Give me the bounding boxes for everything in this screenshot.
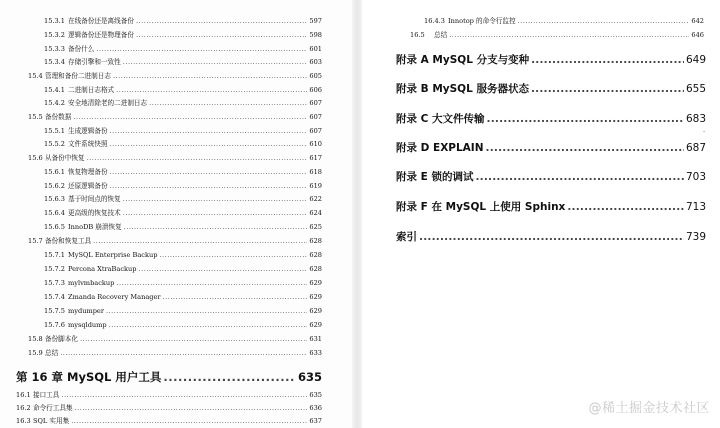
toc-entry[interactable]: 16.4.3 Innotop 的命令行监控 ..... 642 <box>424 18 704 25</box>
chapter-heading[interactable]: 第 16 章 MySQL 用户工具 ..... 635 <box>16 372 322 384</box>
toc-entry[interactable]: 15.4.2 安全地清除老的二进制日志 ..... 607 <box>44 100 322 107</box>
toc-entry[interactable]: 15.3.1 在线备份还是离线备份 ..... 597 <box>44 18 322 25</box>
toc-section[interactable]: 16.1 接口工具 ..... 635 <box>16 392 322 399</box>
toc-entry[interactable]: 15.7.2 Percona XtraBackup ..... 628 <box>44 266 322 273</box>
appendix-entry[interactable]: 附录 C 大文件传输 ..... 683 <box>396 114 706 125</box>
watermark: @稀土掘金技术社区 <box>588 401 710 416</box>
toc-section[interactable]: 15.5 备份数据 ..... 607 <box>28 114 322 121</box>
toc-entry[interactable]: 15.6.3 基于时间点的恢复 ..... 622 <box>44 196 322 203</box>
toc-entry[interactable]: 15.3.3 备份什么 ..... 601 <box>44 46 322 53</box>
appendix-entry[interactable]: 附录 B MySQL 服务器状态 ..... 655 <box>396 84 706 95</box>
toc-entry[interactable]: 15.7.6 mysqldump ..... 629 <box>44 322 322 329</box>
toc-section[interactable]: 15.9 总结 ..... 633 <box>28 350 322 357</box>
margin-mark: - <box>703 128 706 136</box>
toc-section[interactable]: 15.7 备份和恢复工具 ..... 628 <box>28 238 322 245</box>
appendix-entry[interactable]: 附录 D EXPLAIN ..... 687 <box>396 143 706 154</box>
appendix-entry[interactable]: 附录 A MySQL 分支与变种 ..... 649 <box>396 55 706 66</box>
index-entry[interactable]: 索引 ..... 739 <box>396 232 706 243</box>
toc-section[interactable]: 15.6 从备份中恢复 ..... 617 <box>28 155 322 162</box>
left-page <box>0 0 356 428</box>
toc-entry[interactable]: 15.4.1 二进制日志格式 ..... 606 <box>44 87 322 94</box>
toc-entry[interactable]: 15.7.1 MySQL Enterprise Backup ..... 628 <box>44 252 322 259</box>
appendix-entry[interactable]: 附录 E 锁的调试 ..... 703 <box>396 172 706 183</box>
appendix-entry[interactable]: 附录 F 在 MySQL 上使用 Sphinx ..... 713 <box>396 202 706 213</box>
toc-entry[interactable]: 15.5.2 文件系统快照 ..... 610 <box>44 141 322 148</box>
toc-section[interactable]: 15.8 备份脚本化 ..... 631 <box>28 336 322 343</box>
toc-section[interactable]: 16.2 命令行工具集 ..... 636 <box>16 405 322 412</box>
toc-entry[interactable]: 15.3.2 逻辑备份还是物理备份 ..... 598 <box>44 32 322 39</box>
toc-section[interactable]: 16.5 总结 ..... 646 <box>410 32 704 39</box>
toc-section[interactable]: 15.4 管理和备份二进制日志 ..... 605 <box>28 73 322 80</box>
toc-entry[interactable]: 15.6.4 更高级的恢复技术 ..... 624 <box>44 210 322 217</box>
toc-entry[interactable]: 15.6.1 恢复物理备份 ..... 618 <box>44 169 322 176</box>
toc-entry[interactable]: 15.6.5 InnoDB 崩溃恢复 ..... 625 <box>44 224 322 231</box>
toc-entry[interactable]: 15.5.1 生成逻辑备份 ..... 607 <box>44 128 322 135</box>
toc-entry[interactable]: 15.7.4 Zmanda Recovery Manager ..... 629 <box>44 294 322 301</box>
toc-entry[interactable]: 15.7.3 mylvmbackup ..... 629 <box>44 280 322 287</box>
toc-entry[interactable]: 15.6.2 还原逻辑备份 ..... 619 <box>44 183 322 190</box>
toc-entry[interactable]: 15.7.5 mydumper ..... 629 <box>44 308 322 315</box>
toc-entry[interactable]: 15.3.4 存储引擎和一致性 ..... 603 <box>44 59 322 66</box>
right-page <box>362 0 720 428</box>
toc-section[interactable]: 16.3 SQL 实用集 ..... 637 <box>16 418 322 425</box>
